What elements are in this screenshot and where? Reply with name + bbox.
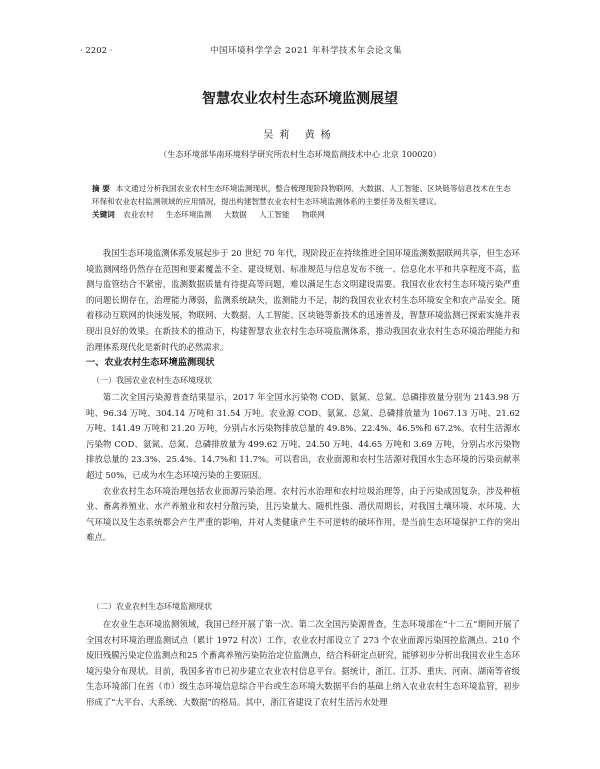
keyword: 农业农村 bbox=[123, 210, 154, 219]
abstract-block bbox=[92, 182, 512, 221]
keywords-line bbox=[92, 208, 512, 221]
keyword: 大数据 bbox=[223, 210, 247, 219]
body-paragraph: 农业农村生态环境治理包括农业面源污染治理、农村污水治理和农村垃圾治理等，由于污染成因复杂，涉及种植业、畜禽养殖业、水产养殖业和农村分散污染，且污染量大、随机性强、潜伏周期长，对我国土壤环境、水环境、大气环境以及生态系统都会产生严重的影响，并对人类健康产生不可逆转的破坏作用，是当前生态环境保护工作的突出难点。 bbox=[86, 485, 520, 543]
running-header bbox=[80, 44, 520, 58]
subsection-1-body bbox=[86, 390, 520, 546]
subsection-heading: （二）农业农村生态环境监测现状 bbox=[92, 602, 212, 611]
keyword: 人工智能 bbox=[259, 210, 290, 219]
abstract-label: 摘 要 bbox=[92, 184, 110, 193]
abstract-paragraph bbox=[92, 182, 512, 208]
intro-paragraph: 我国生态环境监测体系发展起步于 20 世纪 70 年代，现阶段正在持续推进全国环境监测数据联网共享，但生态环境监测网络仍然存在范围和要素覆盖不全、建设规划、标准规范与信息发布不统一、信息化水平和共享程度不高，监测与监管结合不紧密，监测数据质量有待提高等问题，难以满足生态文明建设需要。我国农业农村生态环境污染严重的问题长期存在，治理能力薄弱，监测系统缺失，监测能力不足，制约我国农业农村生态环境安全和农产品安全。随着移动互联网的快速发展，物联网、大数据、人工智能、区块链等新技术的迅速普及，智慧环境监测已探索实施并表现出良好的效果。在新技术的推动下，构建智慧农业农村生态环境监测体系，推动我国农业农村生态环境治理能力和治理体系现代化是新时代的必然需求。 bbox=[86, 248, 521, 352]
keyword: 生态环境监测 bbox=[166, 210, 212, 219]
affiliation: （生态环境部华南环境科学研究所农村生态环境监测技术中心 北京 100020） bbox=[158, 149, 442, 159]
page-number: · 2202 · bbox=[80, 46, 113, 56]
body-paragraph: 第二次全国污染源普查结果显示，2017 年全国水污染物 COD、氨氮、总氮、总磷排放量分别为 2143.98 万吨、96.34 万吨、304.14 万吨和 31.54 万吨。农业源 COD、氨氮、总氮、总磷排放量为 1067.13 万吨、21.62 万吨、141.49 万吨和 21.20 万吨，分别占水污染物排放总量的 49.8%、22.4%、46.5%和 67.2%。农村生活源水污染物 COD、氨氮、总氮、总磷排放量为 499.62 万吨、24.50 万吨、44.65 万吨和 3.69 万吨，分别占水污染物排放总量的 23.3%、25.4%、14.7%和 11.7%。可以看出，农业面源和农村生活源对我国水生态环境的污染贡献率超过 50%，已成为水生态环境污染的主要原因。 bbox=[86, 392, 520, 480]
intro-section bbox=[86, 246, 520, 355]
author-list: 吴莉 黄杨 bbox=[263, 130, 337, 141]
subsection-2-body bbox=[86, 617, 520, 711]
paper-title: 智慧农业农村生态环境监测展望 bbox=[202, 91, 398, 107]
body-paragraph: 在农业生态环境监测领域，我国已经开展了第一次、第二次全国污染源普查，生态环境部在“十二五”期间开展了全国农村环境治理监测试点（累计 1972 村次）工作，农业农村部设立了 273 个农业面源污染国控监测点、210 个废旧残膜污染定位监测点和25 个畜禽养殖污染防治定位监测点，结合科研定点研究，能够初步分析出我国农业生态环境污染分布现状。目前，我国多省市已初步建立农业农村信息平台。据统计，浙江、江苏、重庆、河南、湖南等省级生态环境部门在省（市）级生态环境信息综合平台或生态环境大数据平台的基础上纳入农业农村生态环境监管，初步形成了“大平台、大系统、大数据”的格局。其中，浙江省建设了农村生活污水处理 bbox=[86, 619, 520, 707]
section-heading: 一、农业农村生态环境监测现状 bbox=[86, 357, 215, 368]
keywords-label: 关键词 bbox=[92, 210, 115, 219]
keyword: 物联网 bbox=[301, 210, 325, 219]
conference-name: 中国环境科学学会 2021 年科学技术年会论文集 bbox=[210, 46, 403, 56]
subsection-heading: （一）我国农业农村生态环境现状 bbox=[92, 376, 212, 385]
abstract-text: 本文通过分析我国农业农村生态环境监测现状，整合梳理现阶段物联网、大数据、人工智能、区块链等信息技术在生态环保和农业农村监测领域的应用情况，提出构建智慧农业农村生态环境监测体系的主要任务及相关建议。 bbox=[92, 184, 511, 206]
